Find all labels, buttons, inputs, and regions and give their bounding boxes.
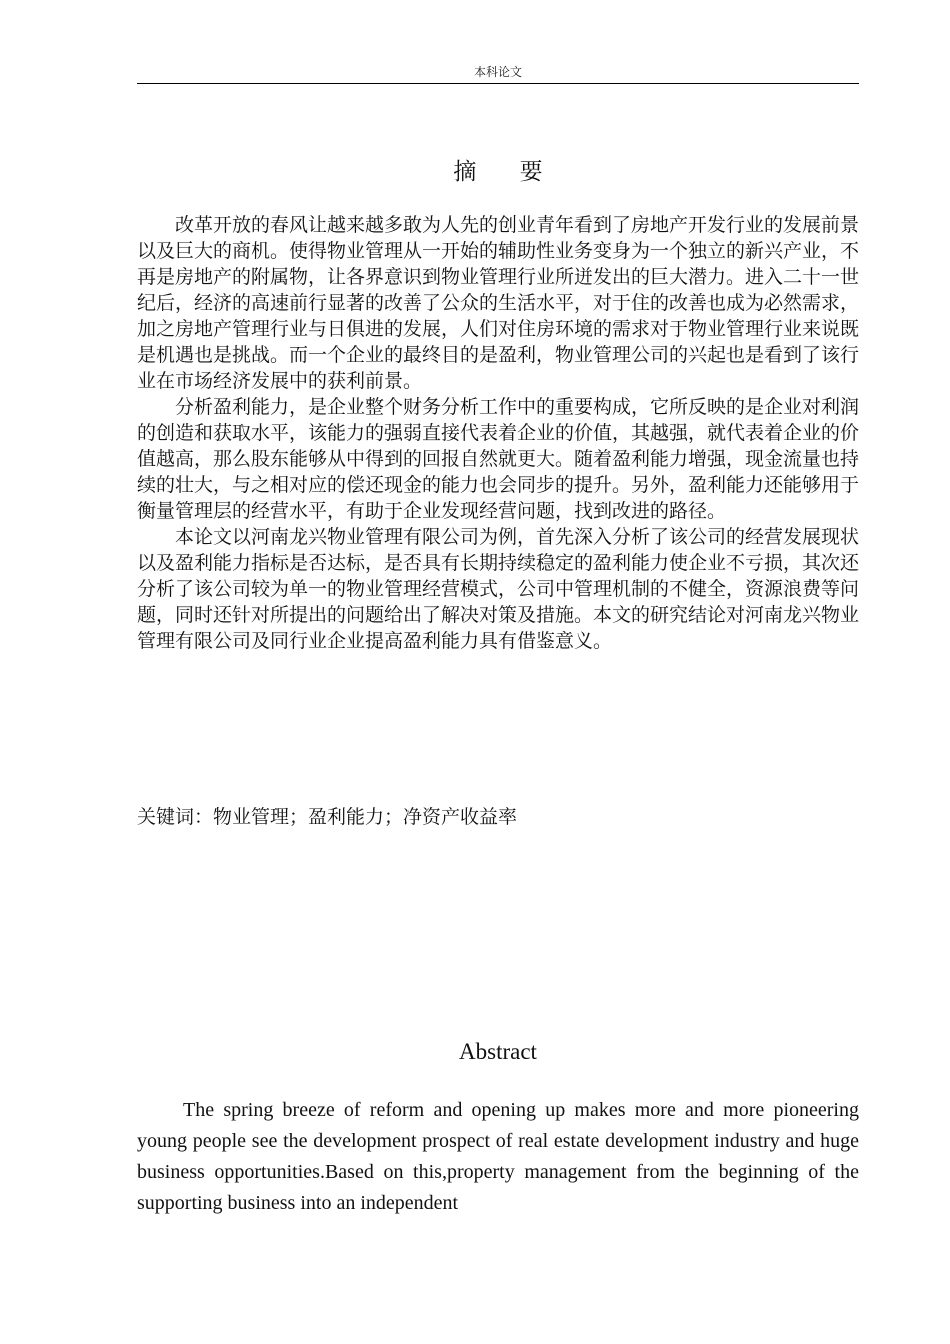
running-header: 本科论文 <box>473 65 522 79</box>
header-rule <box>137 83 859 84</box>
keywords-list: 物业管理；盈利能力；净资产收益率 <box>213 806 518 828</box>
abstract-en-paragraph-1: The spring breeze of reform and opening up makes more and more pioneering young people see the development prospect of real estate development industry and huge business opportunities.Based on this,property management from the beginning of the supporting business into an independent <box>137 1099 859 1214</box>
abstract-cn-title: 摘 要 <box>453 159 561 185</box>
abstract-cn-paragraph-3: 本论文以河南龙兴物业管理有限公司为例，首先深入分析了该公司的经营发展现状以及盈利能力指标是否达标，是否具有长期持续稳定的盈利能力使企业不亏损，其次还分析了该公司较为单一的物业管理经营模式，公司中管理机制的不健全，资源浪费等问题，同时还针对所提出的问题给出了解决对策及措施。本文的研究结论对河南龙兴物业管理有限公司及同行业企业提高盈利能力具有借鉴意义。 <box>137 526 860 652</box>
keywords-label: 关键词： <box>137 806 214 828</box>
keywords-line <box>137 803 859 831</box>
abstract-cn-paragraph-2: 分析盈利能力，是企业整个财务分析工作中的重要构成，它所反映的是企业对利润的创造和获取水平，该能力的强弱直接代表着企业的价值，其越强，就代表着企业的价值越高，那么股东能够从中得到的回报自然就更大。随着盈利能力增强，现金流量也持续的壮大，与之相对应的偿还现金的能力也会同步的提升。另外，盈利能力还能够用于衡量管理层的经营水平，有助于企业发现经营问题，找到改进的路径。 <box>137 396 860 522</box>
abstract-cn-body <box>137 212 859 654</box>
abstract-cn-paragraph-1: 改革开放的春风让越来越多敢为人先的创业青年看到了房地产开发行业的发展前景以及巨大的商机。使得物业管理从一开始的辅助性业务变身为一个独立的新兴产业，不再是房地产的附属物，让各界意识到物业管理行业所迸发出的巨大潜力。进入二十一世纪后，经济的高速前行显著的改善了公众的生活水平，对于住的改善也成为必然需求，加之房地产管理行业与日俱进的发展，人们对住房环境的需求对于物业管理行业来说既是机遇也是挑战。而一个企业的最终目的是盈利，物业管理公司的兴起也是看到了该行业在市场经济发展中的获利前景。 <box>137 214 860 392</box>
abstract-en-title: Abstract <box>459 1039 537 1064</box>
abstract-en-body <box>137 1095 859 1219</box>
